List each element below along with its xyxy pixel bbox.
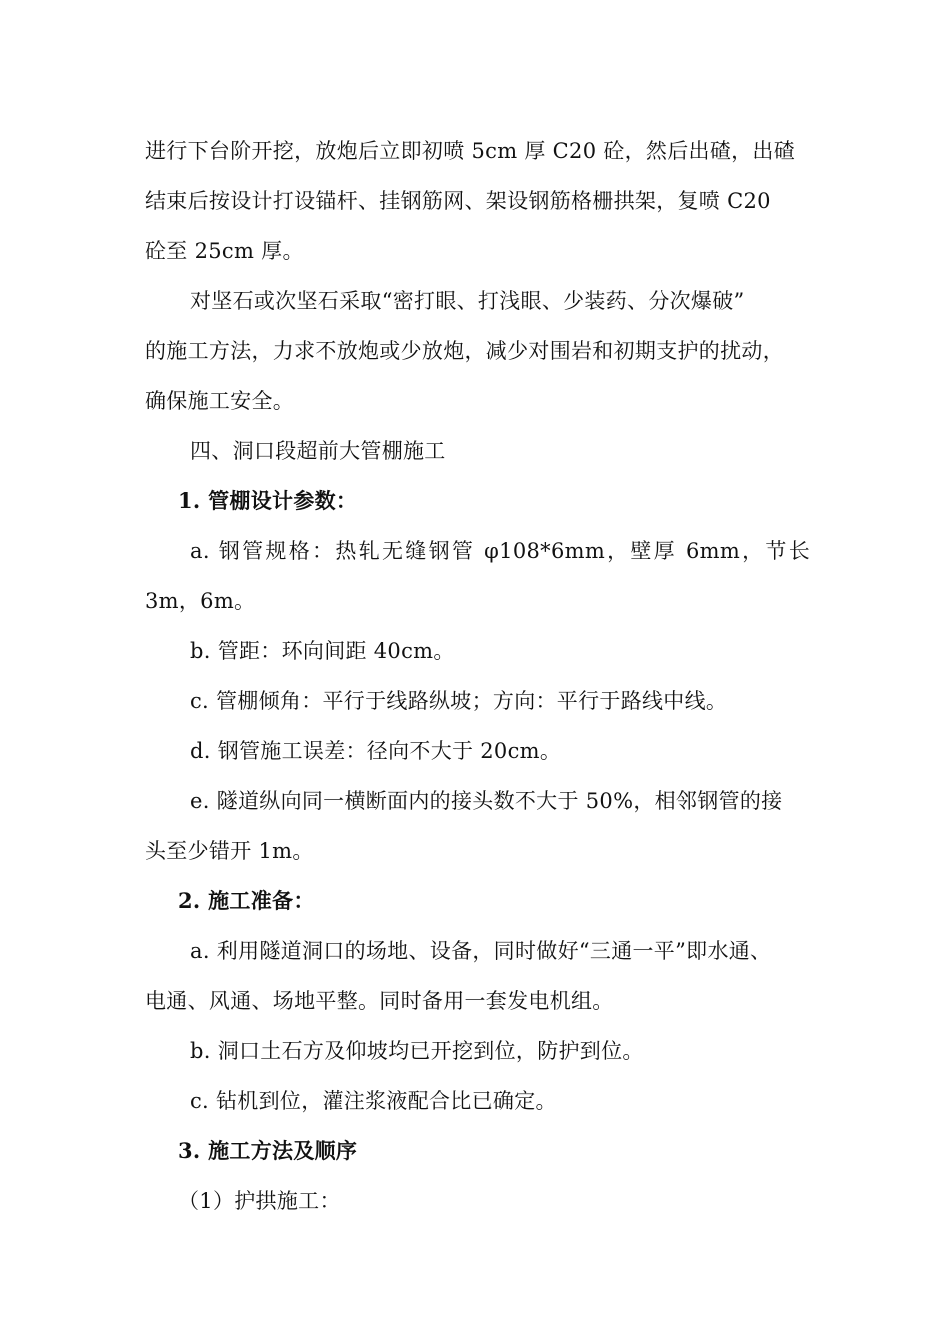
list-item-line: c. 管棚倾角：平行于线路纵坡；方向：平行于路线中线。 [190,689,728,713]
list-item-line: a. 利用隧道洞口的场地、设备，同时做好“三通一平”即水通、 [190,939,772,963]
paragraph-line: 结束后按设计打设锚杆、挂钢筋网、架设钢筋格栅拱架，复喷 C20 [145,189,771,213]
paragraph-line: 的施工方法，力求不放炮或少放炮，减少对围岩和初期支护的扰动， [145,339,784,363]
list-item-line: c. 钻机到位，灌注浆液配合比已确定。 [190,1089,557,1113]
list-item-line: 电通、风通、场地平整。同时备用一套发电机组。 [145,989,614,1013]
list-item-line: a. 钢管规格：热轧无缝钢管 φ108*6mm，壁厚 6mm，节长 [190,539,810,563]
paragraph-line: 对坚石或次坚石采取“密打眼、打浅眼、少装药、分次爆破” [190,289,745,313]
subsection-heading: 1. 管棚设计参数： [178,488,358,513]
section-heading: 四、洞口段超前大管棚施工 [190,439,446,463]
list-item-line: 3m，6m。 [145,589,256,613]
list-item-line: 头至少错开 1m。 [145,839,314,863]
list-item-line: e. 隧道纵向同一横断面内的接头数不大于 50%，相邻钢管的接 [190,789,783,813]
list-item-line: d. 钢管施工误差：径向不大于 20cm。 [190,739,562,763]
subsection-heading: 2. 施工准备： [178,888,315,913]
paragraph-line: 砼至 25cm 厚。 [145,239,304,263]
numbered-heading: （1）护拱施工： [178,1189,341,1213]
subsection-heading: 3. 施工方法及顺序 [178,1138,358,1163]
paragraph-line: 进行下台阶开挖，放炮后立即初喷 5cm 厚 C20 砼，然后出碴，出碴 [145,139,796,163]
paragraph-line: 确保施工安全。 [145,389,295,413]
list-item-line: b. 管距：环向间距 40cm。 [190,639,455,663]
list-item-line: b. 洞口土石方及仰坡均已开挖到位，防护到位。 [190,1039,644,1063]
